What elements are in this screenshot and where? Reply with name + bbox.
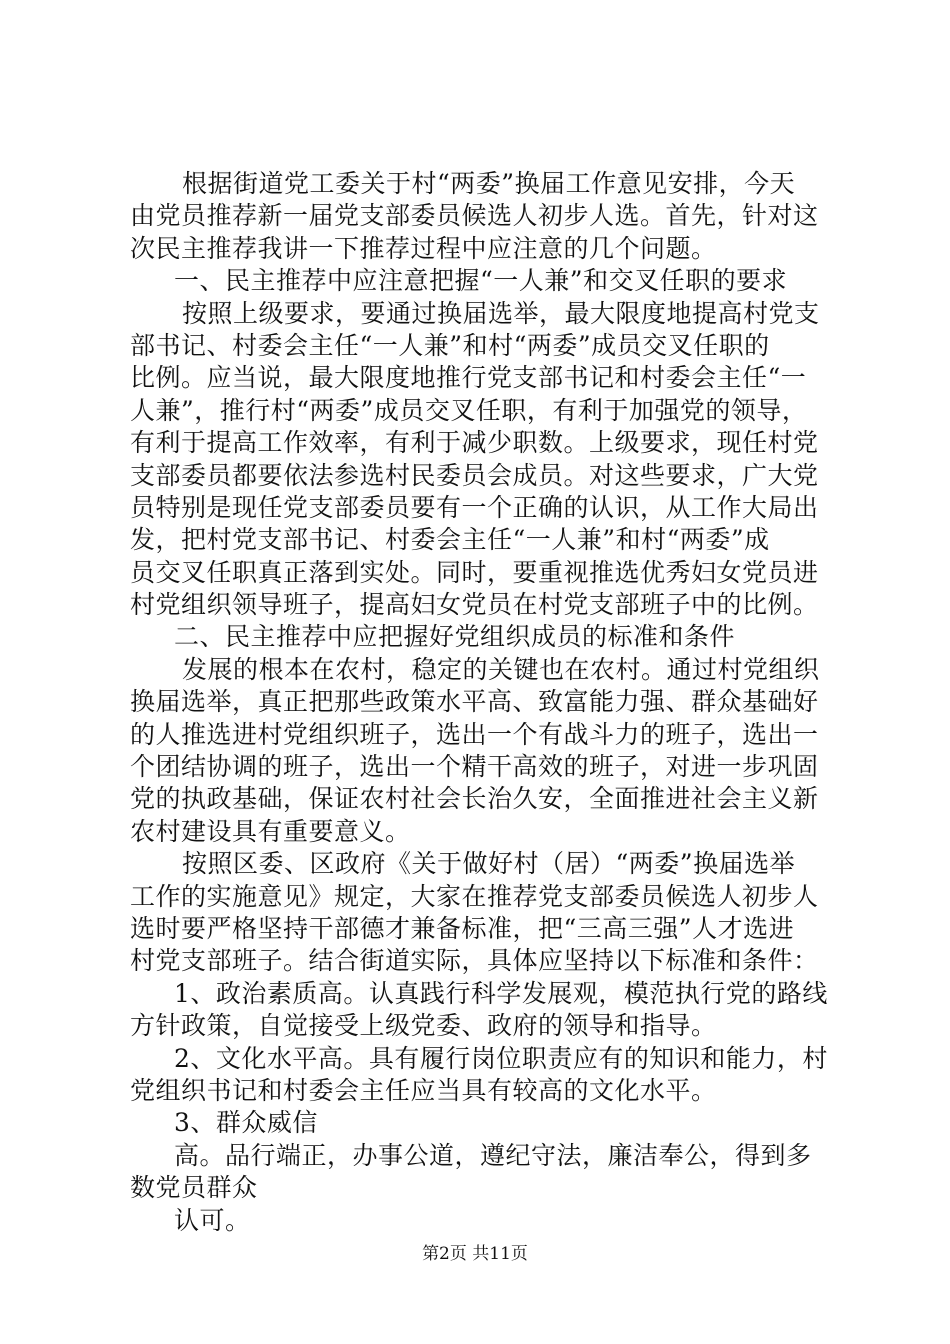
text-line: 发，把村党支部书记、村委会主任“一人兼”和村“两委”成: [130, 525, 770, 555]
text-line: 3、群众威信: [174, 1108, 318, 1138]
text-line: 根据街道党工委关于村“两委”换届工作意见安排，今天: [182, 169, 796, 198]
text-line: 认可。: [174, 1205, 251, 1235]
text-line: 个团结协调的班子，选出一个精干高效的班子，对进一步巩固: [130, 752, 819, 782]
text-line: 按照区委、区政府《关于做好村（居）“两委”换届选举: [182, 849, 796, 879]
text-line: 数党员群众: [130, 1173, 258, 1203]
text-line: 员特别是现任党支部委员要有一个正确的认识，从工作大局出: [130, 492, 819, 522]
text-line: 按照上级要求，要通过换届选举，最大限度地提高村党支: [182, 298, 820, 328]
text-line: 一、民主推荐中应注意把握“一人兼”和交叉任职的要求: [174, 266, 788, 296]
text-line: 村党组织领导班子，提高妇女党员在村党支部班子中的比例。: [130, 590, 819, 620]
text-line: 的人推选进村党组织班子，选出一个有战斗力的班子，选出一: [130, 719, 819, 749]
text-line: 比例。应当说，最大限度地推行党支部书记和村委会主任“一: [130, 363, 807, 393]
text-line: 农村建设具有重要意义。: [130, 816, 411, 846]
text-line: 方针政策，自觉接受上级党委、政府的领导和指导。: [130, 1011, 717, 1041]
text-line: 2、文化水平高。具有履行岗位职责应有的知识和能力，村: [174, 1043, 828, 1073]
body-text: [130, 168, 830, 1237]
text-line: 发展的根本在农村，稳定的关键也在农村。通过村党组织: [182, 654, 820, 684]
text-line: 1、政治素质高。认真践行科学发展观，模范执行党的路线: [174, 978, 828, 1008]
text-line: 二、民主推荐中应把握好党组织成员的标准和条件: [174, 622, 736, 652]
text-line: 支部委员都要依法参选村民委员会成员。对这些要求，广大党: [130, 460, 819, 490]
text-line: 党组织书记和村委会主任应当具有较高的文化水平。: [130, 1075, 717, 1105]
text-line: 工作的实施意见》规定，大家在推荐党支部委员候选人初步人: [130, 881, 819, 911]
page-footer: 第2页 共11页: [422, 1244, 528, 1264]
text-line: 有利于提高工作效率，有利于减少职数。上级要求，现任村党: [130, 428, 819, 458]
text-line: 次民主推荐我讲一下推荐过程中应注意的几个问题。: [130, 233, 717, 263]
text-line: 由党员推荐新一届党支部委员候选人初步人选。首先，针对这: [130, 201, 819, 231]
text-line: 员交叉任职真正落到实处。同时，要重视推选优秀妇女党员进: [130, 557, 819, 587]
text-line: 换届选举，真正把那些政策水平高、致富能力强、群众基础好: [130, 687, 819, 717]
text-line: 人兼”，推行村“两委”成员交叉任职，有利于加强党的领导，: [130, 395, 808, 425]
text-line: 选时要严格坚持干部德才兼备标准，把“三高三强”人才选进: [130, 913, 795, 943]
text-line: 村党支部班子。结合街道实际，具体应坚持以下标准和条件：: [130, 946, 819, 976]
text-line: 高。品行端正，办事公道，遵纪守法，廉洁奉公，得到多: [174, 1140, 812, 1170]
text-line: 部书记、村委会主任“一人兼”和村“两委”成员交叉任职的: [130, 330, 770, 360]
text-line: 党的执政基础，保证农村社会长治久安，全面推进社会主义新: [130, 784, 819, 814]
